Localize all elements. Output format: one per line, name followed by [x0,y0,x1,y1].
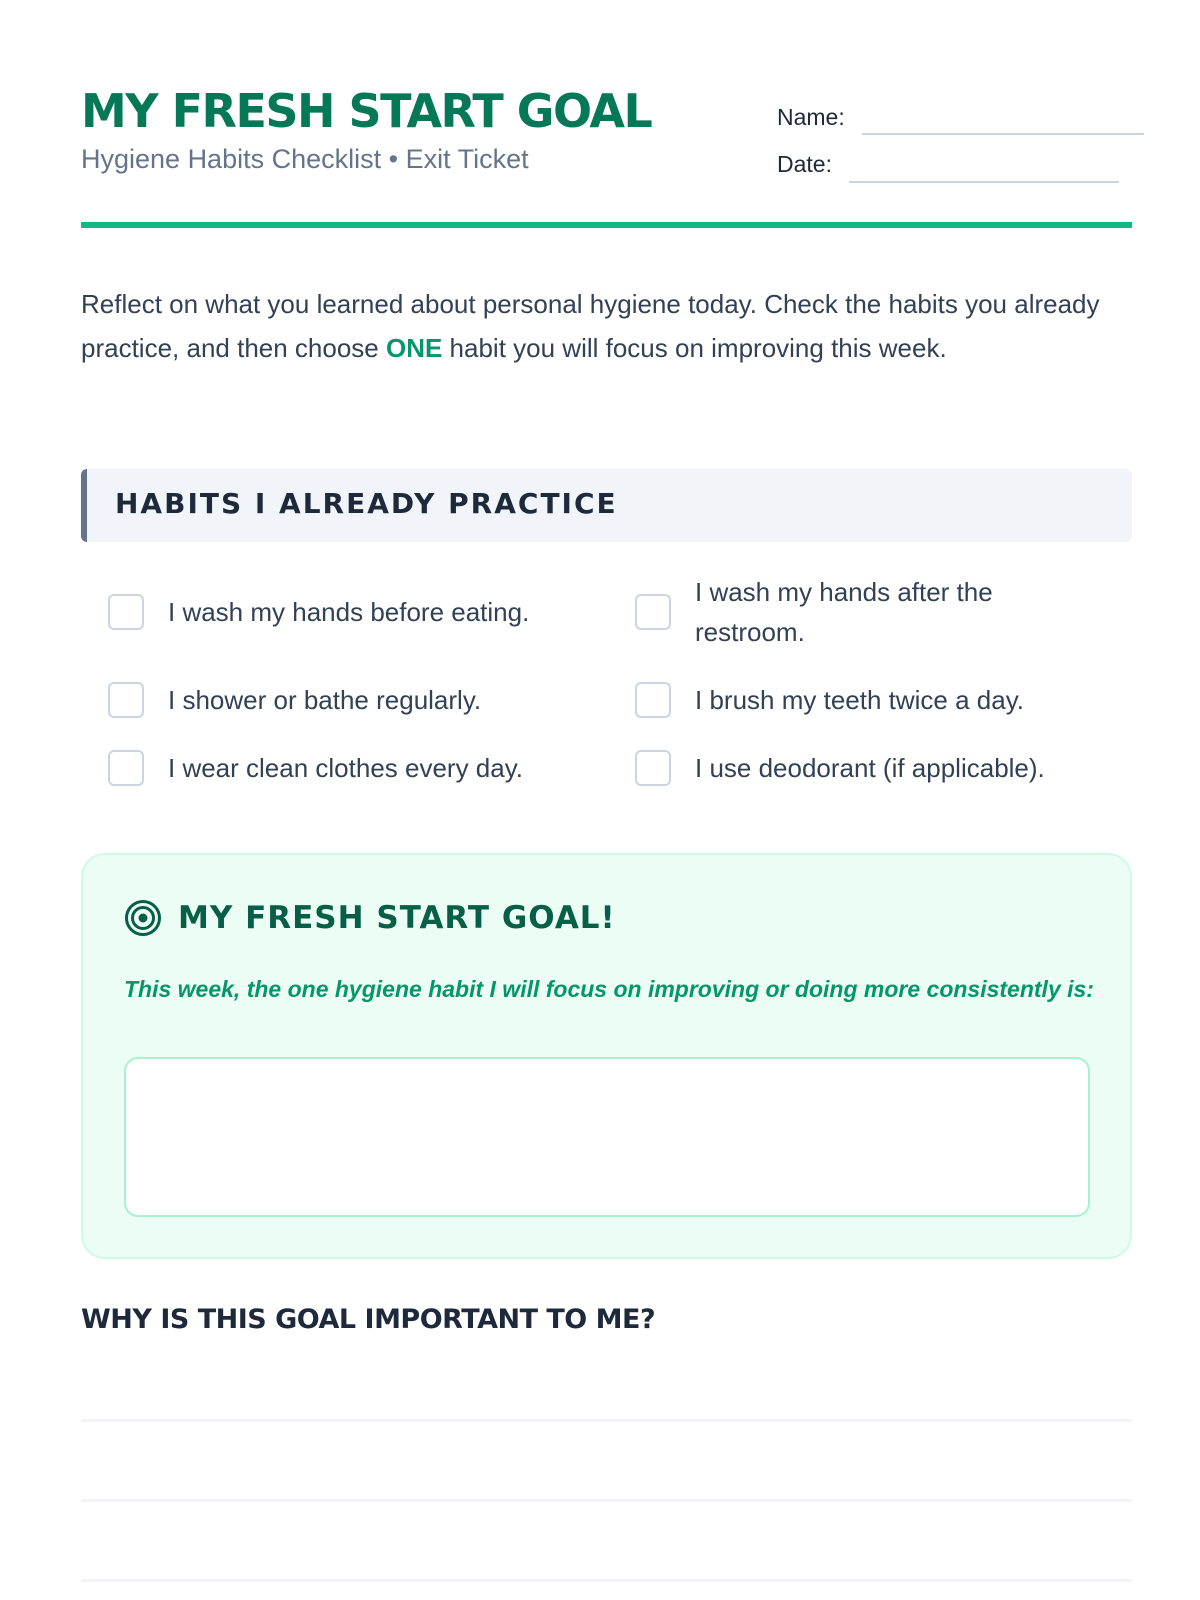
habit-label: I wash my hands after the restroom. [695,577,993,647]
habit-item-brush-teeth[interactable] [635,680,1024,720]
intro-text [81,282,1141,370]
goal-prompt: This week, the one hygiene habit I will focus on improving or doing more consistently is: [124,976,1094,1002]
subtitle-separator: • [388,144,399,174]
subtitle-left: Hygiene Habits Checklist [81,144,382,174]
checkbox[interactable] [635,750,671,786]
page-subtitle [81,144,529,175]
habits-section-title: HABITS I ALREADY PRACTICE [115,487,618,520]
date-label: Date: [777,151,832,177]
habit-item-clean-clothes[interactable] [108,748,523,788]
habit-item-deodorant[interactable] [635,748,1045,788]
checkbox[interactable] [635,682,671,718]
checkbox[interactable] [108,682,144,718]
goal-answer-field[interactable] [124,1057,1090,1217]
habits-section-header [81,469,1132,542]
page-title: MY FRESH START GOAL [81,84,652,138]
habit-item-wash-before-eating[interactable] [108,592,529,632]
habit-label: I brush my teeth twice a day. [695,685,1024,715]
writing-line[interactable] [81,1419,1132,1422]
goal-panel [81,853,1132,1259]
target-icon [124,899,162,937]
writing-line[interactable] [81,1579,1132,1582]
habit-label: I use deodorant (if applicable). [695,753,1045,783]
header [81,78,1132,228]
writing-line[interactable] [81,1499,1132,1502]
habit-item-wash-after-restroom[interactable] [635,572,1075,652]
name-field[interactable] [862,132,1144,135]
why-title: WHY IS THIS GOAL IMPORTANT TO ME? [81,1304,656,1335]
checkbox[interactable] [108,594,144,630]
checkbox[interactable] [108,750,144,786]
habit-label: I shower or bathe regularly. [168,685,482,715]
name-label: Name: [777,104,845,130]
intro-emphasis: ONE [385,333,443,363]
habit-label: I wash my hands before eating. [168,597,530,627]
intro-text-part: Reflect on what you learned about personal hygiene today. Check the habits you already practice, and then choose [81,289,1100,363]
goal-title: MY FRESH START GOAL! [178,900,616,936]
habit-label: I wear clean clothes every day. [168,753,524,783]
goal-header [124,899,616,937]
intro-text-part: habit you will focus on improving this week. [442,333,947,363]
date-field[interactable] [849,180,1119,183]
checkbox[interactable] [635,594,671,630]
subtitle-right: Exit Ticket [405,144,529,174]
habit-item-shower[interactable] [108,680,481,720]
header-divider [81,222,1132,228]
